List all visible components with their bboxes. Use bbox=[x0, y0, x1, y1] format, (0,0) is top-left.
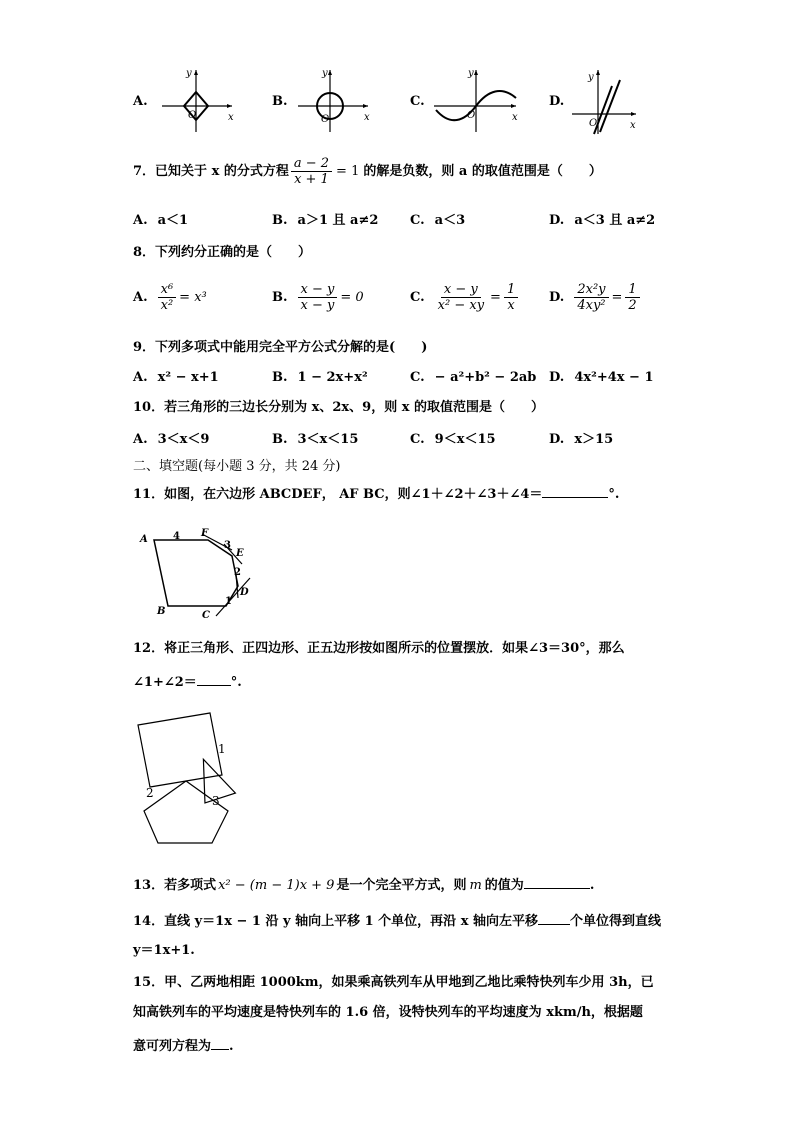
q7-option-c: C. a＜3 bbox=[410, 213, 466, 228]
q10-option-c: C. 9＜x＜15 bbox=[410, 432, 496, 447]
q6-graph-a bbox=[158, 66, 238, 134]
q11-label-1: 1 bbox=[225, 596, 232, 607]
q6-graph-b bbox=[294, 66, 374, 134]
q11-label-e: E bbox=[236, 548, 244, 559]
q10-option-d: D. x＞15 bbox=[549, 432, 614, 447]
q6-a-o: O bbox=[188, 110, 197, 121]
q12-polygons-figure bbox=[130, 705, 262, 853]
q12-line1: 12．将正三角形、正四边形、正五边形按如图所示的位置摆放．如果∠3＝30°，那么 bbox=[133, 641, 625, 656]
q8-option-d: D. $\frac{\text{2x²y}}{\text{4xy²}}$ = $\frac{1}{2}$ bbox=[549, 282, 640, 313]
q12-label-1: 1 bbox=[218, 742, 226, 756]
q6-option-d-label: D. bbox=[549, 94, 565, 109]
q8-option-b: B. $\frac{x - y}{x - y}$ = 0 bbox=[272, 282, 364, 313]
q6-d-y: y bbox=[588, 72, 594, 83]
q7-suffix: 的解是负数，则 a 的取值范围是（ ） bbox=[363, 163, 602, 179]
q6-d-x: x bbox=[630, 120, 636, 131]
q13-stem: 13．若多项式 x² − (m − 1)x + 9 是一个完全平方式，则 m 的值为 . bbox=[133, 875, 594, 894]
q15-line2: 知高铁列车的平均速度是特快列车的 1.6 倍，设特快列车的平均速度为 xkm/h，根据题 bbox=[133, 1005, 643, 1020]
q15-answer-blank[interactable] bbox=[211, 1036, 229, 1050]
q9-stem: 9．下列多项式中能用完全平方公式分解的是( ) bbox=[133, 340, 428, 355]
q12-label-2: 2 bbox=[146, 786, 154, 800]
q15-line3: 意可列方程为 . bbox=[133, 1036, 234, 1055]
q9-option-d: D. 4x²+4x − 1 bbox=[549, 370, 654, 385]
q6-c-y: y bbox=[468, 68, 474, 79]
q11-label-a: A bbox=[140, 534, 148, 545]
q14-line2: y＝1x+1. bbox=[133, 943, 195, 958]
q11-label-f: F bbox=[201, 528, 209, 539]
q7-frac-num: a − 2 bbox=[291, 156, 332, 172]
q12-answer-blank[interactable] bbox=[197, 672, 231, 686]
q6-c-o: O bbox=[467, 110, 476, 121]
q6-options bbox=[0, 60, 794, 140]
q10-option-b: B. 3＜x＜15 bbox=[272, 432, 359, 447]
q6-option-a-label: A. bbox=[133, 94, 148, 109]
q13-answer-blank[interactable] bbox=[524, 875, 590, 889]
q6-b-o: O bbox=[321, 114, 330, 125]
q8-stem: 8．下列约分正确的是（ ） bbox=[133, 245, 312, 260]
q7-fraction bbox=[291, 156, 332, 187]
q11-answer-blank[interactable] bbox=[542, 484, 608, 498]
q6-b-x: x bbox=[364, 112, 370, 123]
q11-label-c: C bbox=[202, 610, 210, 621]
q11-label-d: D bbox=[240, 587, 249, 598]
q6-a-y: y bbox=[186, 68, 192, 79]
q15-line1: 15．甲、乙两地相距 1000km，如果乘高铁列车从甲地到乙地比乘特快列车少用 3h，已 bbox=[133, 975, 654, 990]
q7-stem bbox=[133, 156, 602, 187]
q11-hexagon-figure bbox=[132, 520, 256, 624]
q8-option-c: C. $\frac{x - y}{\text{x² − xy}}$ = $\frac{1}{x}$ bbox=[410, 282, 518, 313]
q7-option-d: D. a＜3 且 a≠2 bbox=[549, 213, 656, 228]
q6-option-b-label: B. bbox=[272, 94, 288, 109]
q7-option-a: A. a＜1 bbox=[133, 213, 189, 228]
q11-label-3: 3 bbox=[224, 540, 231, 551]
q6-d-o: O bbox=[589, 118, 598, 129]
q12-line2: ∠1+∠2＝ °. bbox=[133, 672, 242, 691]
q6-c-x: x bbox=[512, 112, 518, 123]
q11-text: 11．如图，在六边形 ABCDEF， AF BC，则∠1＋∠2＋∠3＋∠4＝ bbox=[133, 487, 543, 502]
q12-label-3: 3 bbox=[212, 794, 220, 808]
q6-b-y: y bbox=[322, 68, 328, 79]
q7-eq: = 1 bbox=[336, 163, 360, 179]
q11-label-b: B bbox=[157, 606, 166, 617]
q11-label-2: 2 bbox=[234, 567, 241, 578]
q14-line1: 14．直线 y＝1x − 1 沿 y 轴向上平移 1 个单位，再沿 x 轴向左平移 个单位得到直线 bbox=[133, 911, 661, 930]
q11-label-4: 4 bbox=[173, 531, 180, 542]
q6-graph-c bbox=[432, 66, 522, 134]
q6-graph-d bbox=[568, 66, 644, 136]
q10-option-a: A. 3＜x＜9 bbox=[133, 432, 210, 447]
q7-option-b: B. a＞1 且 a≠2 bbox=[272, 213, 379, 228]
q14-answer-blank[interactable] bbox=[538, 911, 570, 925]
q9-option-a: A. x² − x+1 bbox=[133, 370, 219, 385]
q9-option-b: B. 1 − 2x+x² bbox=[272, 370, 368, 385]
q6-option-c-label: C. bbox=[410, 94, 425, 109]
q10-stem: 10．若三角形的三边长分别为 x、2x、9，则 x 的取值范围是（ ） bbox=[133, 400, 545, 415]
q8-option-a: A. $\frac{\text{x⁶}}{\text{x²}}$ = x³ bbox=[133, 282, 207, 313]
section-title: 二、填空题(每小题 3 分，共 24 分) bbox=[133, 459, 341, 474]
q7-frac-den: x + 1 bbox=[294, 172, 329, 187]
q13-expression: x² − (m − 1)x + 9 bbox=[218, 878, 335, 893]
q11-stem: 11．如图，在六边形 ABCDEF， AF BC，则∠1＋∠2＋∠3＋∠4＝ °. bbox=[133, 484, 619, 503]
q9-option-c: C. − a²+b² − 2ab bbox=[410, 370, 537, 385]
q6-a-x: x bbox=[228, 112, 234, 123]
q7-prefix: 7．已知关于 x 的分式方程 bbox=[133, 163, 289, 179]
